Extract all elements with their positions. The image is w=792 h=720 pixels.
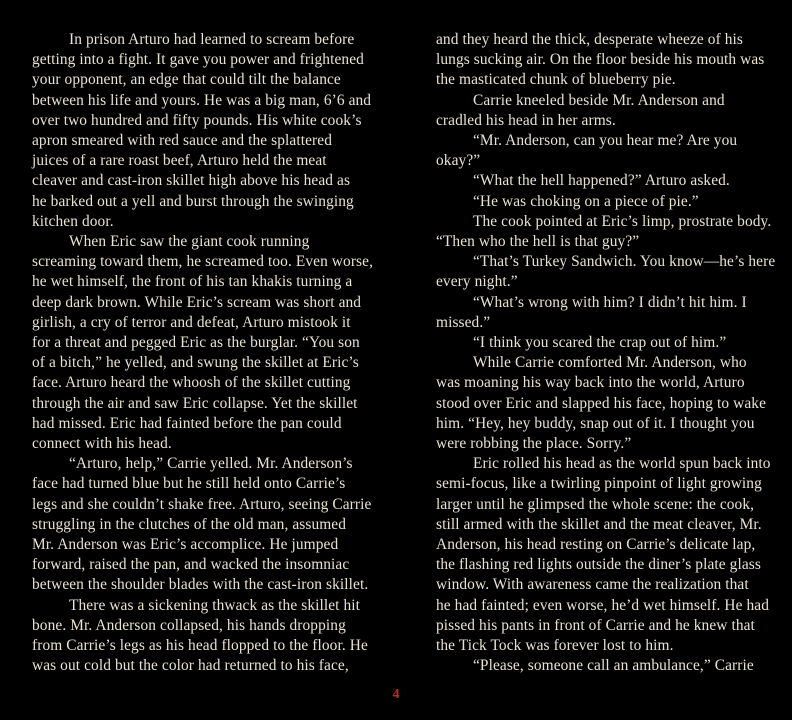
text-line: through the air and saw Eric collapse. Yet the skillet: [32, 394, 358, 412]
text-line: he wet himself, the front of his tan khakis turning a: [32, 273, 353, 291]
text-line: deep dark brown. While Eric’s scream was short and: [32, 293, 362, 311]
text-line: from Carrie’s legs as his head flopped to the floor. He: [32, 637, 368, 655]
text-line: semi-focus, like a twirling pinpoint of light growing: [436, 475, 762, 493]
text-line: The cook pointed at Eric’s limp, prostrate body.: [473, 212, 772, 230]
text-line: were robbing the place. Sorry.”: [436, 435, 632, 453]
text-line: pissed his pants in front of Carrie and he knew that: [436, 616, 755, 634]
text-line: for a threat and pegged Eric as the burglar. “You son: [32, 334, 360, 352]
text-line: he barked out a yell and burst through the swinging: [32, 192, 354, 210]
text-line: girlish, a cry of terror and defeat, Arturo mistook it: [32, 313, 351, 331]
text-line: him. “Hey, hey buddy, snap out of it. I thought you: [436, 414, 755, 432]
text-line: he had fainted; even worse, he’d wet himself. He had: [436, 596, 769, 614]
text-line: window. With awareness came the realization that: [436, 576, 749, 594]
text-line: the flashing red lights outside the diner’s plate glass: [436, 556, 761, 574]
text-line: juices of a rare roast beef, Arturo held the meat: [32, 152, 327, 170]
text-line: okay?”: [436, 152, 481, 170]
text-line: face. Arturo heard the whoosh of the skillet cutting: [32, 374, 351, 392]
text-line: “That’s Turkey Sandwich. You know—he’s here: [473, 253, 776, 271]
text-line: kitchen door.: [32, 212, 114, 230]
text-line: When Eric saw the giant cook running: [69, 233, 310, 251]
text-line: the masticated chunk of blueberry pie.: [436, 71, 676, 89]
text-line: “Mr. Anderson, can you hear me? Are you: [473, 132, 738, 150]
text-line: the Tick Tock was forever lost to him.: [436, 637, 674, 655]
text-line: cleaver and cast-iron skillet high above his head as: [32, 172, 351, 190]
text-line: lungs sucking air. On the floor beside his mouth was: [436, 51, 765, 69]
text-line: “Arturo, help,” Carrie yelled. Mr. Anderson’s: [69, 455, 353, 473]
text-line: “What the hell happened?” Arturo asked.: [473, 172, 730, 190]
text-line: Eric rolled his head as the world spun back into: [473, 455, 771, 473]
text-line: between his life and yours. He was a big man, 6’6 and: [32, 91, 372, 109]
left-column: [32, 30, 374, 677]
text-line: was out cold but the color had returned to his face,: [32, 657, 349, 675]
text-line: “What’s wrong with him? I didn’t hit him. I: [473, 293, 747, 311]
text-line: face had turned blue but he still held onto Carrie’s: [32, 475, 346, 493]
text-line: Carrie kneeled beside Mr. Anderson and: [473, 91, 725, 109]
text-line: your opponent, an edge that could tilt the balance: [32, 71, 341, 89]
text-line: “Please, someone call an ambulance,” Carrie: [473, 657, 754, 675]
text-line: getting into a fight. It gave you power and frightened: [32, 51, 364, 69]
text-line: apron smeared with red sauce and the splattered: [32, 132, 332, 150]
text-line: “Then who the hell is that guy?”: [436, 233, 640, 251]
text-line: every night.”: [436, 273, 518, 291]
page-number: 4: [392, 687, 400, 702]
right-column: [436, 30, 776, 677]
text-line: stood over Eric and slapped his face, hoping to wake: [436, 394, 767, 412]
text-line: In prison Arturo had learned to scream before: [69, 31, 355, 48]
text-line: had missed. Eric had fainted before the pan could: [32, 414, 342, 432]
text-line: bone. Mr. Anderson collapsed, his hands dropping: [32, 616, 346, 634]
text-line: screaming toward them, he screamed too. Even worse,: [32, 253, 374, 271]
text-line: “I think you scared the crap out of him.”: [473, 334, 727, 352]
text-line: of a bitch,” he yelled, and swung the skillet at Eric’s: [32, 354, 359, 372]
text-line: missed.”: [436, 313, 491, 331]
text-line: forward, raised the pan, and wacked the insomniac: [32, 556, 350, 574]
text-line: “He was choking on a piece of pie.”: [473, 192, 699, 210]
text-line: struggling in the clutches of the old man, assumed: [32, 515, 347, 533]
text-line: larger until he glimpsed the whole scene: the cook,: [436, 495, 755, 513]
text-line: over two hundred and fifty pounds. His white cook’s: [32, 111, 362, 129]
text-line: cradled his head in her arms.: [436, 111, 616, 129]
text-line: legs and she couldn’t shake free. Arturo, seeing Carrie: [32, 495, 372, 513]
text-line: still armed with the skillet and the meat cleaver, Mr.: [436, 515, 762, 533]
text-line: and they heard the thick, desperate wheeze of his: [436, 31, 744, 48]
text-line: While Carrie comforted Mr. Anderson, who: [473, 354, 747, 372]
text-line: Anderson, his head resting on Carrie’s delicate lap,: [436, 536, 756, 554]
text-line: Mr. Anderson was Eric’s accomplice. He jumped: [32, 536, 339, 554]
text-line: There was a sickening thwack as the skillet hit: [69, 596, 361, 614]
text-line: between the shoulder blades with the cast-iron skillet.: [32, 576, 369, 594]
text-line: was moaning his way back into the world, Arturo: [436, 374, 745, 392]
text-line: connect with his head.: [32, 435, 172, 453]
